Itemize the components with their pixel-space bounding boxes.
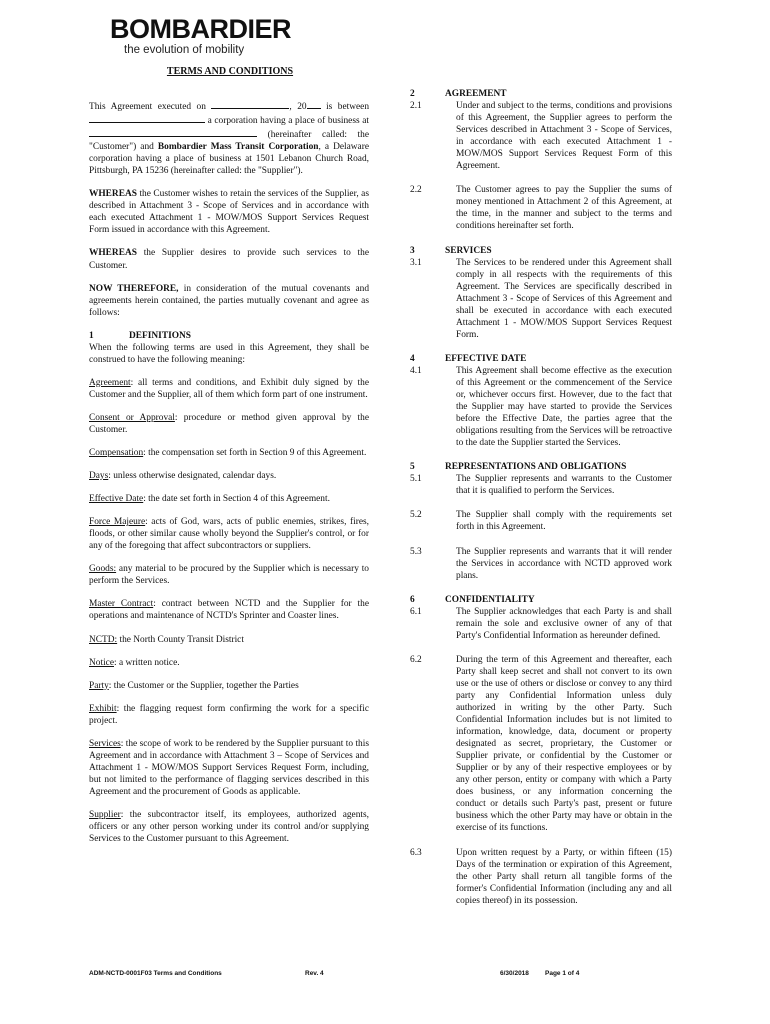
clause-number: 5.3 <box>410 546 422 557</box>
clause-text: This Agreement shall become effective as the execution of this Agreement or the commencement of the Service or, whichever occurs first. However, due to the fact that the Supplier may have started to provide the Services before the Effective Date, the parties agree that the obligations resulting from the Services will be retroactive to the date the Supplier started the Services. <box>456 365 672 449</box>
definition-text: : the date set forth in Section 4 of this Agreement. <box>143 494 330 505</box>
definition-text: : a written notice. <box>114 657 180 668</box>
clause-number: 2.1 <box>410 101 422 112</box>
clause-text: The Supplier represents and warrants to the Customer that it is qualified to perform the Services. <box>456 474 672 497</box>
clause <box>410 184 672 232</box>
footer-revision: Rev. 4 <box>305 970 324 977</box>
whereas-paragraph-1: WHEREAS the Customer wishes to retain the services of the Supplier, as described in Attachment 3 - Scope of Services and in accordance with each executed Attachment 1 - MOW/MOS Support Services Request Form issued in accordance with this Agreement. <box>89 189 369 236</box>
footer-date: 6/30/2018 <box>500 970 529 977</box>
customer-address-blank[interactable] <box>89 127 257 137</box>
clause-number: 6.3 <box>410 847 422 858</box>
clause-number: 6.1 <box>410 606 422 617</box>
definition-item <box>89 470 369 482</box>
definitions-list <box>89 377 369 845</box>
definition-item <box>89 598 369 622</box>
definition-text: : the subcontractor itself, its employees, authorized agents, officers or any other person working under its control and/or supplying Services to the Customer pursuant to this Agreement. <box>89 809 369 845</box>
definition-text: : procedure or method given approval by the Customer. <box>89 412 370 435</box>
definition-item <box>89 493 369 505</box>
definition-term: Compensation <box>89 448 144 459</box>
definition-text: any material to be procured by the Supplier which is necessary to perform the Services. <box>89 564 369 587</box>
clause-text: The Supplier acknowledges that each Party is and shall remain the sole and exclusive owner of any of that Party's Confidential Information as hereunder defined. <box>456 606 672 641</box>
logo-wordmark: BOMBARDIER <box>110 14 291 44</box>
definition-item <box>89 634 369 646</box>
clause-number: 6.2 <box>410 654 422 665</box>
definition-term: NCTD: <box>89 634 118 645</box>
footer-page-number: Page 1 of 4 <box>545 970 580 977</box>
definition-item <box>89 738 369 798</box>
definition-text: : all terms and conditions, and Exhibit duly signed by the Customer and the Supplier, all of them which form part of one instrument. <box>89 377 369 400</box>
clause <box>410 654 672 835</box>
definition-item <box>89 657 369 669</box>
clause-number: 5.2 <box>410 510 422 521</box>
definition-term: Supplier <box>89 809 121 820</box>
company-logo <box>110 14 291 57</box>
clause <box>410 606 672 642</box>
definition-text: : contract between NCTD and the Supplier for the operations and maintenance of NCTD's Sprinter and Coaster lines. <box>89 599 369 622</box>
definition-item <box>89 447 369 459</box>
clause-text: Upon written request by a Party, or within fifteen (15) Days of the termination or expiration of this Agreement, the other Party shall return all tangible forms of the former's Confidential Information (including any and all copies thereof) in its possession. <box>456 847 672 906</box>
section-heading: 6 CONFIDENTIALITY <box>410 594 535 605</box>
clause <box>410 847 672 907</box>
left-column <box>89 99 369 856</box>
clause <box>410 546 672 582</box>
clause-text: During the term of this Agreement and thereafter, each Party shall keep secret and shall not convert to its own use or the use of others or disclose or convey to any third party any Confidential Information unless duly authorized in writing by the other Party. Such Confidential Information includes but is not limited to information, knowledge, data, document or property designated as secret, proprietary, the Customer or Supplier private, or confidential by the Customer or Supplier or by any of their respective employees or by any other person, entity or company with which a Party does business, or any information concerning the conduct or details such Party's past, present or future business which the other Party may have or obtain in the exercise of its functions. <box>456 654 672 834</box>
logo-tagline: the evolution of mobility <box>124 44 245 56</box>
definition-text: : the Customer or the Supplier, together the Parties <box>108 680 299 691</box>
footer-doc-code: ADM-NCTD-0001F03 Terms and Conditions <box>89 970 222 977</box>
clause-text: Under and subject to the terms, conditions and provisions of this Agreement, the Supplier agrees to perform the Services described in Attachment 3 - Scope of Services, in accordance with each executed Attachment 1 - MOW/MOS Support Services Request Form of this Agreement. <box>456 101 672 172</box>
document-title: TERMS AND CONDITIONS <box>166 66 294 77</box>
section-heading: 5 REPRESENTATIONS AND OBLIGATIONS <box>410 462 627 473</box>
definition-term: Force Majeure <box>89 517 146 528</box>
definition-term: Effective Date <box>89 494 144 505</box>
section-heading: 3 SERVICES <box>410 245 492 256</box>
section-heading: 2 AGREEMENT <box>410 89 507 99</box>
definition-item <box>89 377 369 401</box>
year-blank[interactable] <box>307 99 321 109</box>
clause <box>410 365 672 449</box>
definition-text: : the flagging request form confirming the work for a specific project. <box>89 703 369 726</box>
definition-term: Days <box>89 471 109 482</box>
definition-item <box>89 809 369 845</box>
right-column <box>410 88 672 919</box>
date-blank[interactable] <box>211 99 289 109</box>
clause-text: The Services to be rendered under this Agreement shall comply in all respects with the requirements of this Agreement. The Services are specifically described in Attachment 3 - Scope of Services of this Agreement and shall be executed in accordance with each executed Attachment 1 - MOW/MOS Support Services Request Form. <box>456 257 672 340</box>
clause-number: 3.1 <box>410 257 422 268</box>
section-heading-definitions: 1 DEFINITIONS <box>89 330 191 341</box>
definition-term: Agreement <box>89 377 131 388</box>
clause-number: 2.2 <box>410 185 422 196</box>
clause-text: The Customer agrees to pay the Supplier the sums of money mentioned in Attachment 2 of this Agreement, at the time, in the manner and subject to the terms and conditions hereinafter set forth. <box>456 185 672 232</box>
clause-number: 5.1 <box>410 474 422 485</box>
definition-term: Master Contract <box>89 599 154 610</box>
definition-text: the North County Transit District <box>117 634 244 645</box>
definition-term: Party <box>89 680 109 691</box>
definition-item <box>89 516 369 552</box>
definition-term: Goods: <box>89 564 117 575</box>
whereas-paragraph-2: WHEREAS the Supplier desires to provide such services to the Customer. <box>89 248 369 271</box>
definition-term: Notice <box>89 657 114 668</box>
customer-name-blank[interactable] <box>89 113 205 123</box>
now-therefore-paragraph: NOW THEREFORE, in consideration of the mutual covenants and agreements herein contained, the parties mutually covenant and agree as follows: <box>89 283 370 318</box>
definitions-intro: When the following terms are used in this Agreement, they shall be construed to have the following meaning: <box>89 342 369 365</box>
clause-text: The Supplier represents and warrants that it will render the Services in accordance with NCTD approved work plans. <box>456 546 672 581</box>
preamble-paragraph: This Agreement executed on , 20 is between a corporation having a place of business at (hereinafter called: the "Customer") and Bombardier Mass Transit Corporation, a Delaware corporation having a place of business at 1501 Lebanon Church Road, Pittsburgh, PA 15236 (hereinafter called: the "Supplier"). <box>89 99 369 177</box>
definition-item <box>89 563 369 587</box>
definition-item <box>89 703 369 727</box>
definition-text: : acts of God, wars, acts of public enemies, strikes, fires, floods, or other similar cause wholly beyond the Supplier's control, or for any of the foregoing that affect subcontractors or suppliers. <box>89 517 369 552</box>
definition-text: : the scope of work to be rendered by the Supplier pursuant to this Agreement and in accordance with Attachment 3 – Scope of Services and Attachment 1 - MOW/MOS Support Services Request Form, including, but not limited to the performance of flagging services described in this Agreement and the procurement of Goods as applicable. <box>89 738 369 797</box>
definition-item <box>89 680 369 692</box>
definition-term: Exhibit <box>89 703 117 714</box>
clause <box>410 257 672 341</box>
section-heading: 4 EFFECTIVE DATE <box>410 353 527 364</box>
clause-text: The Supplier shall comply with the requirements set forth in this Agreement. <box>456 510 672 533</box>
clause <box>410 509 672 533</box>
definition-term: Services <box>89 738 121 749</box>
clause <box>410 473 672 497</box>
clause-number: 4.1 <box>410 365 422 376</box>
definition-item <box>89 412 369 436</box>
clause <box>410 100 672 172</box>
definition-text: : the compensation set forth in Section 9 of this Agreement. <box>143 448 367 459</box>
definition-text: : unless otherwise designated, calendar days. <box>108 471 277 482</box>
definition-term: Consent or Approval <box>89 412 175 423</box>
